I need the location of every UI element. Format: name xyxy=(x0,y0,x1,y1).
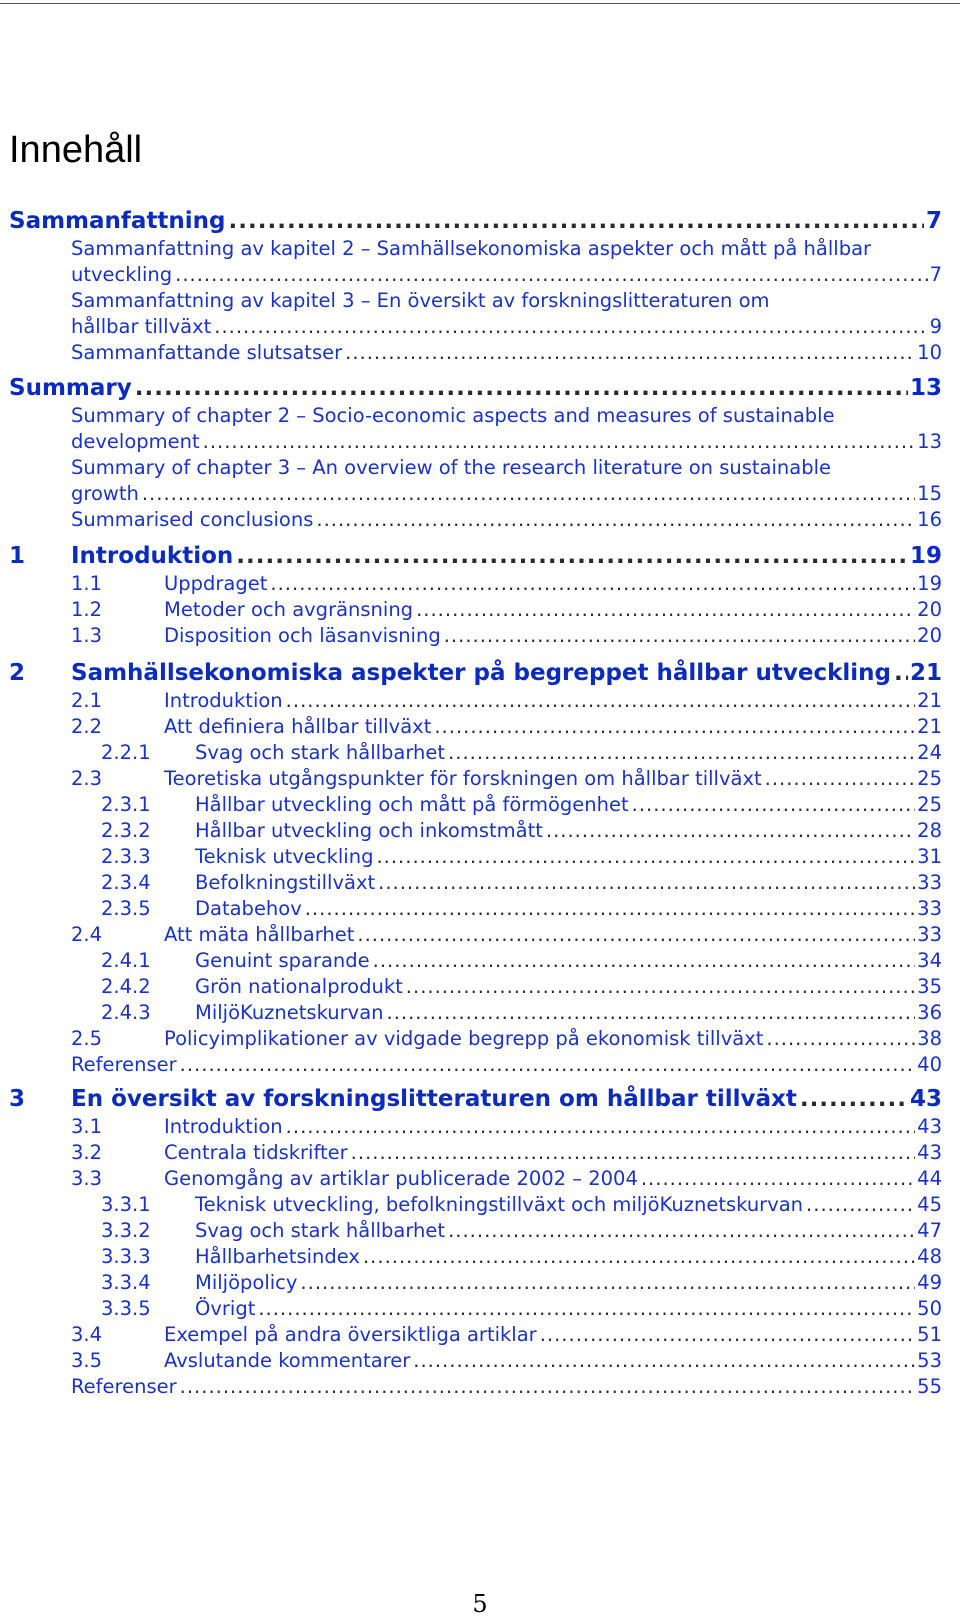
toc-entry-page: 47 xyxy=(917,1219,942,1242)
top-rule xyxy=(0,3,960,4)
toc-entry-page: 44 xyxy=(917,1167,942,1190)
page-number: 5 xyxy=(472,1590,488,1618)
toc-entry[interactable] xyxy=(9,1084,942,1114)
toc-dot-leader xyxy=(258,1296,915,1322)
toc-entry-title: Svag och stark hållbarhet xyxy=(195,741,446,764)
toc-entry-page: 25 xyxy=(917,793,942,816)
toc-entry-page: 51 xyxy=(917,1323,942,1346)
toc-entry[interactable] xyxy=(71,688,942,715)
toc-dot-leader xyxy=(765,766,916,792)
toc-entry[interactable] xyxy=(71,507,942,534)
toc-entry-page: 10 xyxy=(917,341,942,364)
toc-entry-number: 2 xyxy=(9,660,26,686)
toc-entry-number: 2.1 xyxy=(71,689,103,712)
toc-entry-title: Uppdraget xyxy=(164,572,268,595)
toc-entry-page: 55 xyxy=(917,1375,942,1398)
toc-dot-leader xyxy=(270,571,915,597)
toc-entry-title: Introduktion xyxy=(164,689,283,712)
toc-dot-leader xyxy=(434,714,915,740)
toc-entry-page: 9 xyxy=(929,315,942,338)
toc-entry-page: 43 xyxy=(909,1086,942,1112)
toc-entry[interactable] xyxy=(71,714,942,741)
toc-entry-number: 1.3 xyxy=(71,624,103,647)
toc-dot-leader xyxy=(373,948,916,974)
toc-entry[interactable] xyxy=(71,340,942,367)
toc-entry[interactable] xyxy=(71,922,942,949)
toc-entry-title: En översikt av forskningslitteraturen om hållbar tillväxt xyxy=(71,1086,797,1112)
toc-entry-title: Teoretiska utgångspunkter för forskningen om hållbar tillväxt xyxy=(164,767,762,790)
toc-entry-page: 31 xyxy=(917,845,942,868)
toc-entry-page: 48 xyxy=(917,1245,942,1268)
toc-entry-page: 16 xyxy=(917,508,942,531)
toc-entry[interactable] xyxy=(71,429,942,456)
toc-entry-page: 19 xyxy=(917,572,942,595)
toc-entry-number: 3.3 xyxy=(71,1167,103,1190)
toc-entry-title: Referenser xyxy=(71,1375,177,1398)
toc-entry-page: 13 xyxy=(909,375,942,401)
toc-entry[interactable] xyxy=(71,1114,942,1141)
toc-entry[interactable] xyxy=(101,1244,942,1271)
toc-entry-title: Övrigt xyxy=(195,1297,256,1320)
toc-entry-title: Summary xyxy=(9,375,132,401)
toc-dot-leader xyxy=(203,429,916,455)
toc-dot-leader xyxy=(236,541,908,571)
toc-entry-page: 20 xyxy=(917,624,942,647)
toc-entry-page: 20 xyxy=(917,598,942,621)
toc-dot-leader xyxy=(142,481,915,507)
toc-heading: Innehåll xyxy=(9,129,143,171)
toc-entry-number: 2.3.5 xyxy=(101,897,151,920)
toc-entry[interactable] xyxy=(101,1000,942,1027)
toc-entry[interactable] xyxy=(71,1166,942,1193)
toc-entry-title: Databehov xyxy=(195,897,302,920)
toc-entry-title: hållbar tillväxt xyxy=(71,315,212,338)
toc-entry-number: 1.2 xyxy=(71,598,103,621)
toc-entry-title: Sammanfattning xyxy=(9,208,226,234)
toc-entry-page: 19 xyxy=(909,543,942,569)
toc-entry-page: 28 xyxy=(917,819,942,842)
toc-entry-number: 2.2.1 xyxy=(101,741,151,764)
toc-entry-number: 3.2 xyxy=(71,1141,103,1164)
toc-entry[interactable] xyxy=(101,1218,942,1245)
toc-entry-title: Summary of chapter 2 – Socio-economic aspects and measures of sustainable xyxy=(71,404,835,427)
toc-entry-number: 2.3.4 xyxy=(101,871,151,894)
toc-entry[interactable] xyxy=(71,1140,942,1167)
toc-entry-title: Teknisk utveckling xyxy=(195,845,374,868)
toc-dot-leader xyxy=(632,792,916,818)
toc-entry-page: 15 xyxy=(917,482,942,505)
toc-entry-title: Introduktion xyxy=(71,543,234,569)
toc-entry-title: MiljöKuznetskurvan xyxy=(195,1001,384,1024)
toc-entry-number: 3.5 xyxy=(71,1349,103,1372)
toc-entry[interactable] xyxy=(101,740,942,767)
toc-entry-title: Genuint sparande xyxy=(195,949,370,972)
toc-entry[interactable] xyxy=(71,1026,942,1053)
toc-entry-page: 34 xyxy=(917,949,942,972)
toc-entry-title: utveckling xyxy=(71,263,173,286)
toc-entry[interactable] xyxy=(101,948,942,975)
toc-entry-page: 35 xyxy=(917,975,942,998)
toc-entry[interactable] xyxy=(71,1322,942,1349)
toc-entry-page: 49 xyxy=(917,1271,942,1294)
toc-entry-number: 2.3.2 xyxy=(101,819,151,842)
toc-entry-title: Policyimplikationer av vidgade begrepp på ekonomisk tillväxt xyxy=(164,1027,764,1050)
toc-entry-title: Befolkningstillväxt xyxy=(195,871,376,894)
toc-dot-leader xyxy=(448,1218,915,1244)
toc-entry[interactable] xyxy=(101,870,942,897)
toc-dot-leader xyxy=(387,1000,916,1026)
toc-entry[interactable] xyxy=(9,206,942,236)
toc-entry-title: Sammanfattning av kapitel 2 – Samhällsekonomiska aspekter och mått på hållbar xyxy=(71,237,872,260)
toc-entry-number: 2.4.3 xyxy=(101,1001,151,1024)
toc-entry[interactable] xyxy=(71,236,871,263)
toc-entry[interactable] xyxy=(101,1270,942,1297)
toc-entry-page: 24 xyxy=(917,741,942,764)
toc-entry-title: Hållbar utveckling och mått på förmögenhet xyxy=(195,793,629,816)
toc-entry-number: 2.4.1 xyxy=(101,949,151,972)
toc-entry[interactable] xyxy=(101,896,942,923)
toc-entry[interactable] xyxy=(9,541,942,571)
toc-dot-leader xyxy=(286,1114,916,1140)
toc-entry-number: 1.1 xyxy=(71,572,103,595)
toc-entry-page: 38 xyxy=(917,1027,942,1050)
toc-dot-leader xyxy=(766,1026,915,1052)
toc-entry-title: Metoder och avgränsning xyxy=(164,598,414,621)
toc-dot-leader xyxy=(800,1084,908,1114)
toc-entry-page: 33 xyxy=(917,871,942,894)
toc-entry-number: 3 xyxy=(9,1086,26,1112)
toc-entry-page: 33 xyxy=(917,923,942,946)
toc-entry-title: Miljöpolicy xyxy=(195,1271,298,1294)
toc-entry-page: 7 xyxy=(929,263,942,286)
toc-entry-title: Introduktion xyxy=(164,1115,283,1138)
toc-dot-leader xyxy=(444,623,915,649)
toc-dot-leader xyxy=(894,658,908,688)
toc-entry-page: 50 xyxy=(917,1297,942,1320)
toc-entry-title: Grön nationalprodukt xyxy=(195,975,403,998)
toc-dot-leader xyxy=(305,896,915,922)
toc-dot-leader xyxy=(376,844,915,870)
toc-entry[interactable] xyxy=(71,262,942,289)
toc-entry-number: 2.4 xyxy=(71,923,103,946)
toc-entry[interactable] xyxy=(101,974,942,1001)
toc-entry[interactable] xyxy=(71,403,835,430)
toc-entry-title: Centrala tidskrifter xyxy=(164,1141,348,1164)
toc-entry[interactable] xyxy=(71,571,942,598)
toc-dot-leader xyxy=(416,597,915,623)
toc-entry-number: 2.3 xyxy=(71,767,103,790)
toc-entry[interactable] xyxy=(101,818,942,845)
toc-entry-number: 1 xyxy=(9,543,26,569)
toc-entry-title: Exempel på andra översiktliga artiklar xyxy=(164,1323,537,1346)
toc-entry-page: 21 xyxy=(917,715,942,738)
toc-entry-page: 36 xyxy=(917,1001,942,1024)
toc-dot-leader xyxy=(363,1244,915,1270)
toc-entry-page: 53 xyxy=(917,1349,942,1372)
toc-entry[interactable] xyxy=(71,766,942,793)
toc-entry[interactable] xyxy=(101,844,942,871)
toc-entry[interactable] xyxy=(71,1348,942,1375)
toc-entry-title: Sammanfattande slutsatser xyxy=(71,341,343,364)
toc-entry-number: 3.1 xyxy=(71,1115,103,1138)
toc-entry-title: Hållbarhetsindex xyxy=(195,1245,360,1268)
toc-dot-leader xyxy=(406,974,915,1000)
toc-entry-page: 13 xyxy=(917,430,942,453)
toc-entry-title: Avslutande kommentarer xyxy=(164,1349,411,1372)
toc-entry[interactable] xyxy=(71,288,770,315)
toc-dot-leader xyxy=(300,1270,915,1296)
toc-dot-leader xyxy=(286,688,916,714)
toc-dot-leader xyxy=(540,1322,915,1348)
toc-entry-number: 3.3.2 xyxy=(101,1219,151,1242)
toc-entry[interactable] xyxy=(101,792,942,819)
toc-entry[interactable] xyxy=(71,481,942,508)
toc-entry[interactable] xyxy=(9,658,942,688)
toc-entry-title: Genomgång av artiklar publicerade 2002 – 2004 xyxy=(164,1167,638,1190)
toc-entry-title: Teknisk utveckling, befolkningstillväxt och miljöKuznetskurvan xyxy=(195,1193,804,1216)
toc-entry-page: 43 xyxy=(917,1115,942,1138)
toc-entry-title: Att mäta hållbarhet xyxy=(164,923,355,946)
toc-entry[interactable] xyxy=(101,1192,942,1219)
toc-entry[interactable] xyxy=(71,314,942,341)
toc-dot-leader xyxy=(806,1192,915,1218)
toc-dot-leader xyxy=(316,507,915,533)
toc-entry-number: 3.3.3 xyxy=(101,1245,151,1268)
toc-entry-page: 33 xyxy=(917,897,942,920)
toc-dot-leader xyxy=(180,1052,916,1078)
toc-dot-leader xyxy=(135,373,908,403)
toc-entry-title: Referenser xyxy=(71,1053,177,1076)
toc-entry-page: 40 xyxy=(917,1053,942,1076)
toc-dot-leader xyxy=(413,1348,915,1374)
toc-entry-page: 45 xyxy=(917,1193,942,1216)
toc-entry-number: 3.3.4 xyxy=(101,1271,151,1294)
toc-entry[interactable] xyxy=(71,623,942,650)
toc-entry[interactable] xyxy=(71,455,831,482)
toc-entry[interactable] xyxy=(71,1374,942,1401)
toc-entry-page: 7 xyxy=(925,208,942,234)
toc-entry-title: Summarised conclusions xyxy=(71,508,314,531)
toc-dot-leader xyxy=(448,740,915,766)
toc-dot-leader xyxy=(180,1374,916,1400)
toc-entry-title: Disposition och läsanvisning xyxy=(164,624,441,647)
toc-dot-leader xyxy=(345,340,915,366)
toc-entry-page: 25 xyxy=(917,767,942,790)
toc-entry-number: 2.4.2 xyxy=(101,975,151,998)
toc-dot-leader xyxy=(546,818,915,844)
toc-entry-title: Att definiera hållbar tillväxt xyxy=(164,715,432,738)
toc-entry-title: Samhällsekonomiska aspekter på begreppet hållbar utveckling xyxy=(71,660,892,686)
toc-entry-number: 2.5 xyxy=(71,1027,103,1050)
toc-entry-number: 3.4 xyxy=(71,1323,103,1346)
toc-entry-title: Summary of chapter 3 – An overview of the research literature on sustainable xyxy=(71,456,831,479)
toc-entry-number: 3.3.5 xyxy=(101,1297,151,1320)
toc-entry-title: Hållbar utveckling och inkomstmått xyxy=(195,819,543,842)
toc-entry[interactable] xyxy=(101,1296,942,1323)
toc-entry-page: 21 xyxy=(917,689,942,712)
toc-entry-title: Svag och stark hållbarhet xyxy=(195,1219,446,1242)
toc-entry-title: development xyxy=(71,430,200,453)
toc-entry-number: 3.3.1 xyxy=(101,1193,151,1216)
toc-dot-leader xyxy=(175,262,927,288)
toc-dot-leader xyxy=(357,922,915,948)
toc-entry-number: 2.3.1 xyxy=(101,793,151,816)
toc-entry-number: 2.2 xyxy=(71,715,103,738)
toc-dot-leader xyxy=(229,206,924,236)
toc-dot-leader xyxy=(641,1166,915,1192)
toc-entry[interactable] xyxy=(71,1052,942,1079)
toc-dot-leader xyxy=(214,314,927,340)
toc-entry-page: 21 xyxy=(909,660,942,686)
toc-entry-title: Sammanfattning av kapitel 3 – En översikt av forskningslitteraturen om xyxy=(71,289,770,312)
toc-entry[interactable] xyxy=(9,373,942,403)
toc-entry-number: 2.3.3 xyxy=(101,845,151,868)
toc-dot-leader xyxy=(378,870,915,896)
toc-dot-leader xyxy=(351,1140,916,1166)
toc-entry-page: 43 xyxy=(917,1141,942,1164)
toc-entry[interactable] xyxy=(71,597,942,624)
toc-entry-title: growth xyxy=(71,482,139,505)
